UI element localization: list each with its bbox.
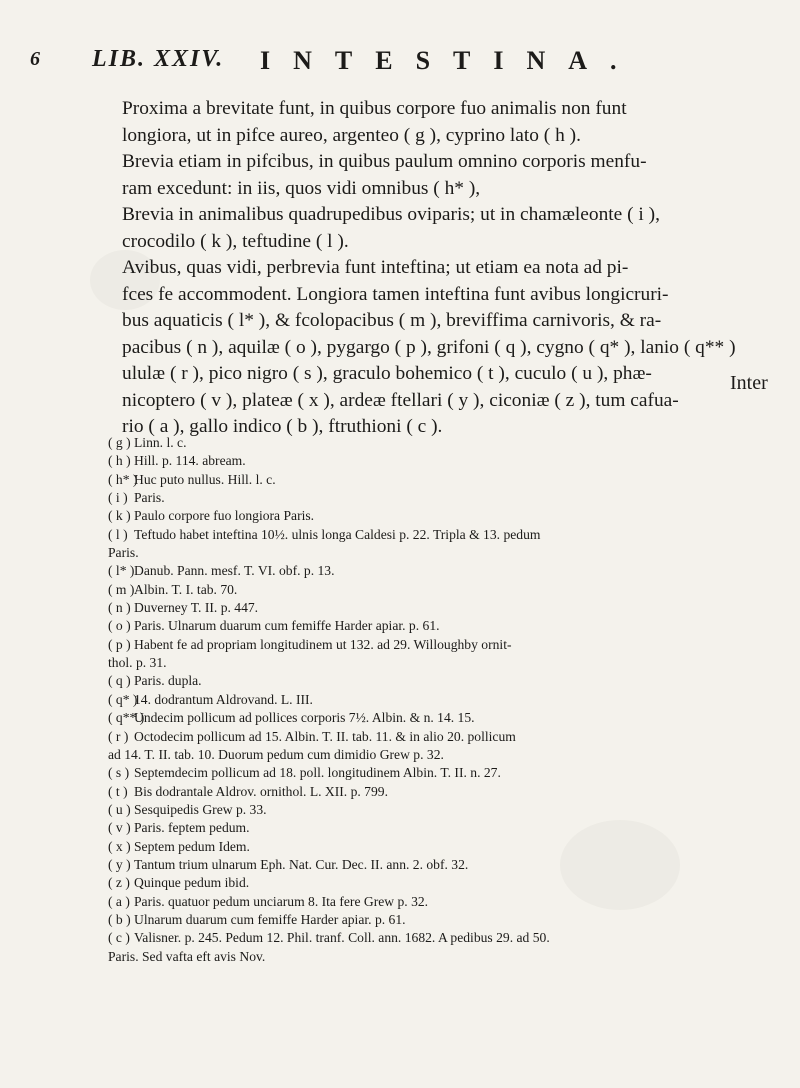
footnote-mark: ( y ) [108, 856, 131, 872]
footnote [108, 452, 784, 470]
footnote [108, 617, 784, 635]
footnote-mark: ( s ) [108, 765, 130, 781]
footnote-text: 14. dodrantum Aldrovand. L. III. [134, 691, 313, 707]
footnote-text: Paris. [108, 545, 139, 561]
footnote [108, 691, 784, 709]
page-header [20, 44, 780, 84]
catchword: Inter [730, 372, 768, 394]
footnote-mark: ( m ) [108, 581, 135, 597]
footnote-text: Paris. feptem pedum. [134, 820, 250, 836]
body-line: ram excedunt: in iis, quos vidi omnibus ( h* ), [122, 177, 481, 199]
footnote-continuation [108, 948, 784, 966]
footnote-continuation [108, 654, 784, 672]
footnotes [108, 434, 784, 966]
footnote-text: Teftudo habet inteftina 10½. ulnis longa Caldesi p. 22. Tripla & 13. pedum [134, 526, 541, 542]
footnote-text: Octodecim pollicum ad 15. Albin. T. II. tab. 11. & in alio 20. pollicum [134, 728, 516, 744]
footnote-text: Hill. p. 114. abream. [134, 453, 246, 469]
footnote-text: Duverney T. II. p. 447. [134, 600, 259, 616]
footnote-text: thol. p. 31. [108, 655, 167, 671]
footnote-mark: ( b ) [108, 911, 131, 927]
footnote-mark: ( a ) [108, 893, 130, 909]
footnote-text: Ulnarum duarum cum femiffe Harder apiar. p. 61. [134, 911, 406, 927]
footnote-mark: ( u ) [108, 801, 131, 817]
footnote [108, 783, 784, 801]
footnote-mark: ( n ) [108, 600, 131, 616]
footnote-mark: ( g ) [108, 435, 131, 450]
footnote-mark: ( l ) [108, 526, 128, 542]
body-line: longiora, ut in pifce aureo, argenteo ( g ), cyprino lato ( h ). [122, 124, 581, 146]
footnote-text: Paris. Sed vafta eft avis Nov. [108, 948, 266, 964]
footnote-mark: ( k ) [108, 508, 131, 524]
footnote [108, 838, 784, 856]
footnote-text: Paris. Ulnarum duarum cum femiffe Harder apiar. p. 61. [134, 618, 440, 634]
footnote [108, 764, 784, 782]
body-line: bus aquaticis ( l* ), & fcolopacibus ( m ), breviffima carnivoris, & ra- [122, 310, 662, 331]
footnote-text: Bis dodrantale Aldrov. ornithol. L. XII. p. 799. [134, 783, 388, 799]
footnote [108, 856, 784, 874]
footnote-text: Linn. l. c. [134, 435, 187, 450]
footnote-text: Danub. Pann. mesf. T. VI. obf. p. 13. [134, 563, 335, 579]
footnote [108, 728, 784, 746]
running-head-title: INTESTINA. [260, 46, 640, 75]
body-line: Brevia in animalibus quadrupedibus oviparis; ut in chamæleonte ( i ), [122, 204, 660, 225]
footnote-text: Paris. quatuor pedum unciarum 8. Ita fere Grew p. 32. [134, 893, 429, 909]
footnote [108, 874, 784, 892]
footnote-text: Septem pedum Idem. [134, 838, 250, 854]
footnote [108, 581, 784, 599]
body-line: fces fe accommodent. Longiora tamen inteftina funt avibus longicruri- [122, 283, 669, 305]
footnote [108, 929, 784, 947]
footnote [108, 599, 784, 617]
footnote [108, 911, 784, 929]
footnote-mark: ( h ) [108, 453, 131, 469]
footnote [108, 709, 784, 727]
footnote [108, 489, 784, 507]
page-number: 6 [30, 48, 40, 70]
footnote-mark: ( l* ) [108, 563, 135, 579]
footnote [108, 434, 784, 452]
footnote-text: Sesquipedis Grew p. 33. [134, 801, 267, 817]
footnote-text: Paris. [134, 490, 165, 506]
footnote [108, 819, 784, 837]
footnote-text: Paris. dupla. [134, 673, 202, 689]
footnote-text: Habent fe ad propriam longitudinem ut 132. ad 29. Willoughby ornit- [134, 636, 512, 652]
running-head-book: LIB. XXIV. [92, 46, 225, 72]
body-line: pacibus ( n ), aquilæ ( o ), pygargo ( p ), grifoni ( q ), cygno ( q* ), lanio ( q** ) [122, 336, 736, 358]
footnote [108, 672, 784, 690]
footnote [108, 507, 784, 525]
body-line: Proxima a brevitate funt, in quibus corpore fuo animalis non funt [122, 98, 627, 119]
body-line: Avibus, quas vidi, perbrevia funt inteftina; ut etiam ea nota ad pi- [122, 257, 629, 278]
footnote-text: Septemdecim pollicum ad 18. poll. longitudinem Albin. T. II. n. 27. [134, 765, 501, 781]
footnote-text: Albin. T. I. tab. 70. [134, 581, 238, 597]
body-line: crocodilo ( k ), teftudine ( l ). [122, 230, 349, 252]
footnote-text: Huc puto nullus. Hill. l. c. [134, 471, 276, 487]
footnote-mark: ( h* ) [108, 471, 138, 487]
body-line: nicoptero ( v ), plateæ ( x ), ardeæ ftellari ( y ), ciconiæ ( z ), tum cafua- [122, 389, 679, 411]
footnote-mark: ( r ) [108, 728, 129, 744]
footnote-mark: ( v ) [108, 820, 131, 836]
footnote-text: ad 14. T. II. tab. 10. Duorum pedum cum dimidio Grew p. 32. [108, 746, 444, 762]
body-line: ululæ ( r ), pico nigro ( s ), graculo bohemico ( t ), cuculo ( u ), phæ- [122, 363, 652, 384]
footnote-mark: ( o ) [108, 618, 131, 634]
footnote-mark: ( x ) [108, 838, 131, 854]
body-line: Brevia etiam in pifcibus, in quibus paulum omnino corporis menfu- [122, 151, 647, 172]
footnote [108, 471, 784, 489]
footnote [108, 801, 784, 819]
footnote-mark: ( i ) [108, 490, 128, 506]
footnote-mark: ( p ) [108, 636, 131, 652]
footnote-mark: ( q** ) [108, 710, 145, 726]
footnote-text: Tantum trium ulnarum Eph. Nat. Cur. Dec. II. ann. 2. obf. 32. [134, 856, 469, 872]
footnote-mark: ( q* ) [108, 691, 138, 707]
footnote [108, 893, 784, 911]
footnote-text: Quinque pedum ibid. [134, 875, 250, 891]
body-line: rio ( a ), gallo indico ( b ), ftruthioni ( c ). [122, 416, 443, 437]
footnote [108, 562, 784, 580]
body-text [122, 96, 782, 441]
footnote-mark: ( c ) [108, 930, 130, 946]
footnote [108, 526, 784, 544]
footnote-text: Valisner. p. 245. Pedum 12. Phil. tranf. Coll. ann. 1682. A pedibus 29. ad 50. [134, 930, 550, 946]
footnote-continuation [108, 746, 784, 764]
footnote-mark: ( z ) [108, 875, 130, 891]
footnote-text: Undecim pollicum ad pollices corporis 7½. Albin. & n. 14. 15. [134, 710, 475, 726]
footnote [108, 636, 784, 654]
footnote-mark: ( t ) [108, 783, 128, 799]
footnote-text: Paulo corpore fuo longiora Paris. [134, 508, 315, 524]
footnote-continuation [108, 544, 784, 562]
footnote-mark: ( q ) [108, 673, 131, 689]
